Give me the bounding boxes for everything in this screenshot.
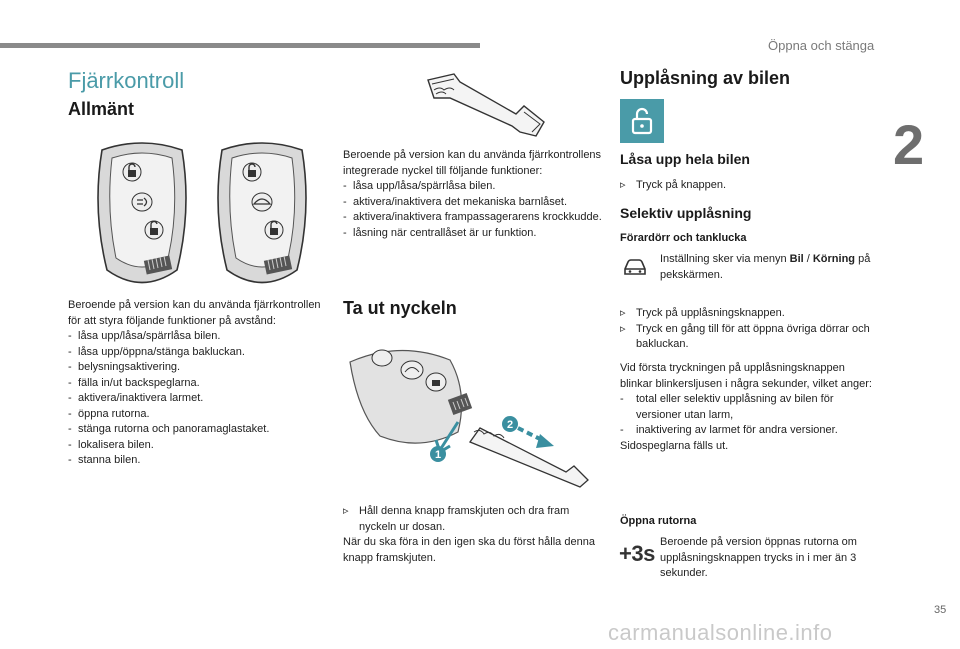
bullet-item: ▹ Håll denna knapp framskjuten och dra fram nyckeln ur dosan. [343,505,570,533]
list-item: - låsning när centrallåset är ur funktion. [343,226,537,239]
first-press-text: Vid första tryckningen på upplåsningsknappen blinkar blinkersljusen i några sekunder, vilket anger: - total eller selektiv upplåsning av bilen för versioner utan larm, - inaktivering av larmet för andra versioner. Sidospeglarna fälls ut. [620,361,878,454]
bullet-item: ▹ Tryck på knappen. [620,178,896,194]
page-title: Fjärrkontroll [68,68,185,93]
list-item: - öppna rutorna. [68,407,150,420]
col1-intro: Beroende på version kan du använda fjärrkontrollen för att styra följande funktioner på avstånd: [68,299,321,327]
open-windows-heading: Öppna rutorna [620,515,697,527]
list-item: - låsa upp/låsa/spärrlåsa bilen. [68,330,221,342]
unlock-icon [620,99,664,143]
list-item: - låsa upp/låsa/spärrlåsa bilen. [343,180,496,192]
list-item: - fälla in/ut backspeglarna. [68,376,200,389]
section-heading-unlocking: Upplåsning av bilen [620,68,791,88]
list-item: - inaktivering av larmet för andra versioner. [620,424,838,436]
list-item: - låsa upp/öppna/stänga bakluckan. [68,345,245,358]
list-item: - stänga rutorna och panoramaglastaket. [68,423,270,435]
key-extraction-illustration [340,332,590,502]
section-heading-remove-key: Ta ut nyckeln [343,298,457,318]
plus-3s-icon: +3s [619,541,655,566]
unlock-all-heading: Låsa upp hela bilen [620,151,750,167]
driver-door-heading: Förardörr och tanklucka [620,232,747,244]
menu-bil: Bil [789,253,804,265]
remote-key-fobs-illustration [82,140,322,300]
menu-korning: Körning [812,253,856,265]
bullet-triangle-icon: ▹ [343,505,349,517]
list-item: - aktivera/inaktivera det mekaniska barnlåset. [343,195,567,208]
col1-text [68,298,326,469]
mirrors-text: Sidospeglarna fälls ut. [620,439,729,452]
col2-intro: Beroende på version kan du använda fjärrkontrollens integrerade nyckel till följande funktioner: [343,149,602,177]
bullet-triangle-icon: ▹ [620,322,626,335]
list-item: - total eller selektiv upplåsning av bilen för versioner utan larm, [620,393,834,421]
open-windows-text: Beroende på version öppnas rutorna om upplåsningsknappen trycks in i mer än 3 sekunder. [660,536,857,579]
list-item: - aktivera/inaktivera larmet. [68,392,204,404]
list-item: - belysningsaktivering. [68,361,181,373]
selective-unlock-heading: Selektiv upplåsning [620,205,752,221]
col2-text [343,148,603,241]
bullet-item: ▹ Tryck på upplåsningsknappen. [620,306,880,322]
list-item: - lokalisera bilen. [68,438,154,451]
header-bar [0,43,480,48]
callout-2: 2 [506,419,514,431]
integrated-key-illustration [420,72,560,142]
chapter-number: 2 [893,113,925,176]
bullet-item: ▹ Tryck en gång till för att öppna övriga dörrar och bakluckan. [620,322,870,350]
key-fob-right [218,143,306,283]
page-number: 35 [934,604,947,616]
col2-after-text: När du ska föra in den igen ska du först hålla denna knapp framskjuten. [343,536,595,564]
watermark: carmanualsonline.info [608,620,833,645]
chapter-title: Öppna och stänga [768,38,875,53]
key-fob-left [98,143,186,283]
col2-remove-text [343,504,603,566]
list-item: - aktivera/inaktivera frampassagerarens krockkudde. [343,211,602,223]
bullet-triangle-icon: ▹ [620,307,626,319]
section-heading-general: Allmänt [68,99,135,119]
setting-text: Inställning sker via menyn Bil / Körning på pekskärmen. [660,253,871,281]
bullet-triangle-icon: ▹ [620,179,626,191]
callout-1: 1 [434,449,442,461]
car-icon [622,257,648,277]
list-item: - stanna bilen. [68,454,141,466]
col3-bullets [620,306,880,353]
